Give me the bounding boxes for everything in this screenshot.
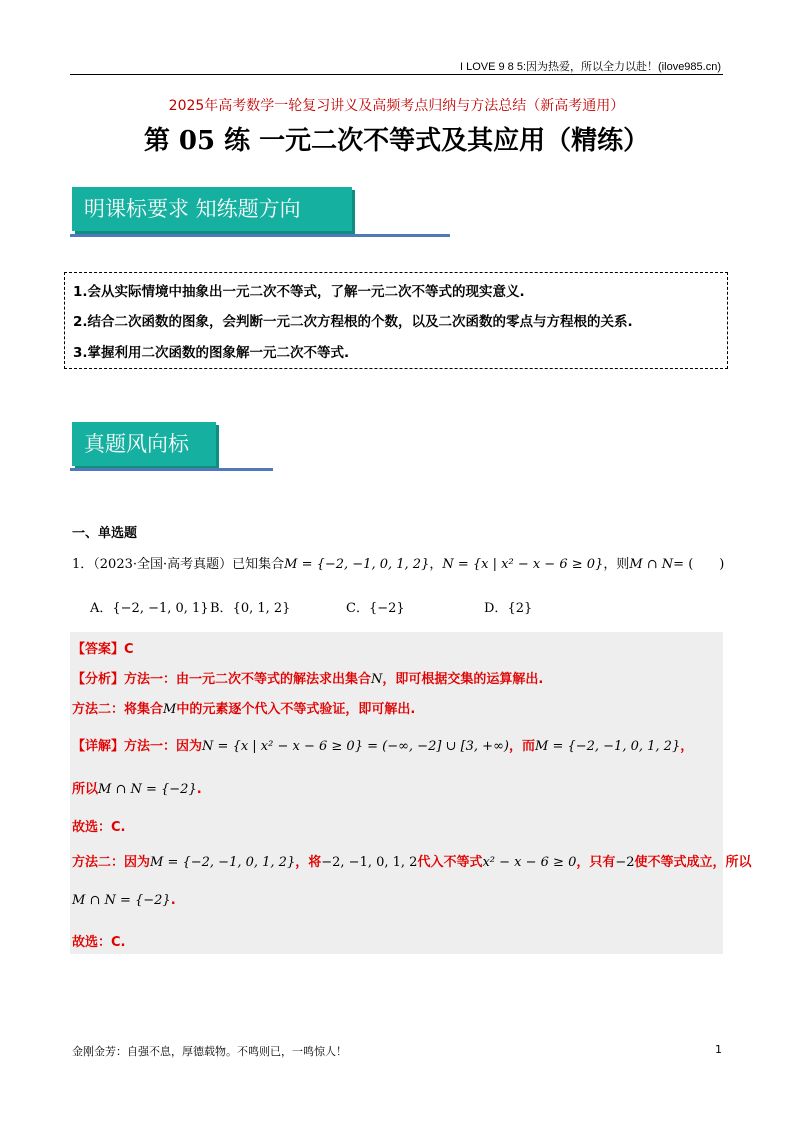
banner-real-exam-rule xyxy=(70,468,273,471)
question-suffix-a: ，则 xyxy=(603,557,630,572)
set-m-expression: M = {−2, −1, 0, 1, 2} xyxy=(284,557,430,572)
analysis-text: 方法一：由一元二次不等式的解法求出集合 xyxy=(124,672,372,687)
m2-math-neg2: −2 xyxy=(615,855,635,870)
m2-math-values: −2, −1, 0, 1, 2 xyxy=(321,855,418,870)
target-expression: M ∩ N xyxy=(629,557,674,572)
m2-c: 代入不等式 xyxy=(417,855,483,870)
conclusion-b: . xyxy=(196,782,202,797)
question-prefix: 1．（2023·全国·高考真题）已知集合 xyxy=(72,557,285,572)
option-d[interactable] xyxy=(484,597,532,616)
m2-math-m: M = {−2, −1, 0, 1, 2} xyxy=(150,855,296,870)
choice-line-1: 故选：C. xyxy=(72,820,126,835)
detail-tag: 【详解】 xyxy=(72,739,125,754)
choice-line-2: 故选：C. xyxy=(72,935,126,950)
requirement-item: 1.会从实际情境中抽象出一元二次不等式，了解一元二次不等式的现实意义. xyxy=(73,284,525,300)
conclusion-math: M ∩ N = {−2} xyxy=(98,782,197,797)
m2-a: 方法二：因为 xyxy=(72,855,151,870)
question-suffix-b: = ( ) xyxy=(673,557,725,572)
detail-a: 方法一：因为 xyxy=(124,739,203,754)
option-d-value: {2} xyxy=(507,601,533,616)
method-two-detail-line xyxy=(72,851,752,870)
set-n-expression: N = {x | x² − x − 6 ≥ 0} xyxy=(442,557,604,572)
method-two-b: 中的元素逐个代入不等式验证，即可解出. xyxy=(176,702,416,717)
page-title: 第 05 练 一元二次不等式及其应用（精练） xyxy=(143,126,650,156)
page-subtitle: 2025年高考数学一轮复习讲义及高频考点归纳与方法总结（新高考通用） xyxy=(168,98,625,114)
m2-e: 使不等式成立，所以 xyxy=(634,855,752,870)
footer-motto: 金刚金芳：自强不息，厚德载物。不鸣则已，一鸣惊人！ xyxy=(72,1045,347,1058)
m2-f: . xyxy=(170,893,176,908)
analysis-tag: 【分析】 xyxy=(72,672,125,687)
detail-math-n: N = {x | x² − x − 6 ≥ 0} = (−∞, −2] ∪ [3, +∞) xyxy=(202,739,509,754)
analysis-line xyxy=(72,668,543,687)
banner-curriculum xyxy=(72,187,352,231)
banner-real-exam-label: 真题风向标 xyxy=(84,432,189,456)
option-a-label: A． xyxy=(90,601,113,616)
option-d-label: D． xyxy=(484,601,508,616)
question-stem xyxy=(72,553,724,572)
option-a[interactable] xyxy=(90,597,209,616)
banner-curriculum-rule xyxy=(70,234,450,237)
method-two-line xyxy=(72,698,415,717)
detail-math-m: M = {−2, −1, 0, 1, 2} xyxy=(535,739,681,754)
answer-line: 【答案】C xyxy=(72,642,134,657)
conclusion-line xyxy=(72,778,202,797)
requirement-item: 2.结合二次函数的图象，会判断一元二次方程根的个数，以及二次函数的零点与方程根的关系. xyxy=(73,314,633,330)
conclusion-a: 所以 xyxy=(72,782,99,797)
option-c[interactable] xyxy=(346,597,405,616)
requirement-item: 3.掌握利用二次函数的图象解一元二次不等式. xyxy=(73,345,350,361)
page-number: 1 xyxy=(715,1043,722,1056)
m2-math-result: M ∩ N = {−2} xyxy=(72,893,171,908)
section-label: 一、单选题 xyxy=(72,526,138,541)
option-b[interactable] xyxy=(210,597,290,616)
m2-math-ineq: x² − x − 6 ≥ 0 xyxy=(482,855,577,870)
method-two-conclusion-line xyxy=(72,893,176,908)
analysis-var: N xyxy=(371,672,383,687)
detail-line xyxy=(72,735,693,754)
answer-panel xyxy=(70,632,752,954)
option-a-value: {−2, −1, 0, 1} xyxy=(112,601,209,616)
method-two-var: M xyxy=(163,702,177,717)
banner-curriculum-label: 明课标要求 知练题方向 xyxy=(84,197,301,221)
m2-b: ，将 xyxy=(295,855,322,870)
header-tagline: I LOVE 9 8 5:因为热爱，所以全力以赴！(ilove985.cn) xyxy=(459,61,721,73)
header-rule xyxy=(70,74,723,75)
m2-d: ，只有 xyxy=(576,855,616,870)
requirements-box xyxy=(64,272,728,369)
detail-b: ，而 xyxy=(508,739,535,754)
option-c-value: {−2} xyxy=(368,601,405,616)
analysis-tail: ，即可根据交集的运算解出. xyxy=(382,672,544,687)
banner-real-exam xyxy=(72,422,216,466)
detail-c: ， xyxy=(680,739,694,754)
option-b-label: B． xyxy=(210,601,233,616)
option-c-label: C． xyxy=(346,601,369,616)
option-b-value: {0, 1, 2} xyxy=(232,601,291,616)
question-comma: ， xyxy=(429,557,443,572)
method-two-a: 方法二：将集合 xyxy=(72,702,164,717)
